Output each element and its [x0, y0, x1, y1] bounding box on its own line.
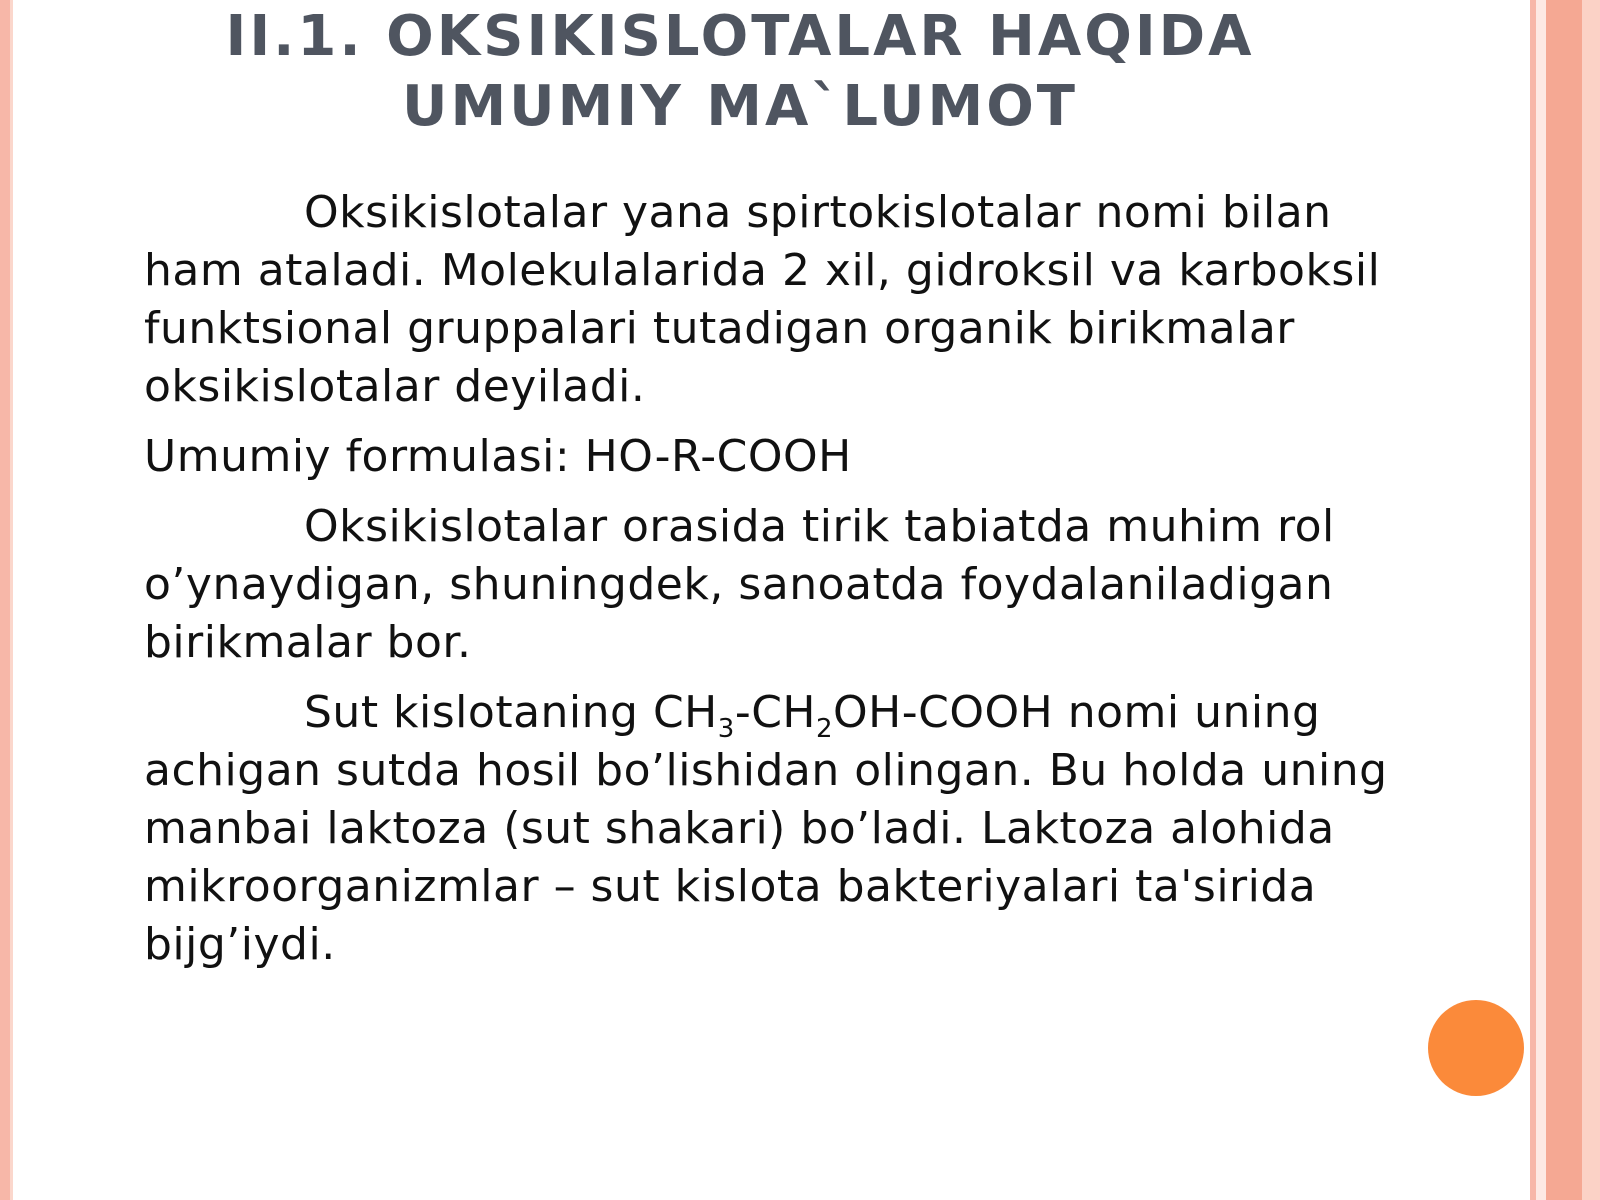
slide-body	[144, 184, 1394, 986]
left-border-inner-stripe	[10, 0, 13, 1200]
paragraph-importance: Oksikislotalar orasida tirik tabiatda muhim rol o’ynaydigan, shuningdek, sanoatda foydalaniladigan birikmalar bor.	[144, 501, 1335, 668]
paragraph-lactic-acid	[144, 684, 1394, 974]
subscript-3: 3	[717, 714, 735, 744]
paragraph-definition: Oksikislotalar yana spirtokislotalar nomi bilan ham ataladi. Molekulalarida 2 xil, gidroksil va karboksil funktsional gruppalari tutadigan organik birikmalar oksikislotalar deyiladi.	[144, 187, 1381, 412]
slide-title	[60, 2, 1420, 142]
lactic-rest-text: OH-COOH nomi uning achigan sutda hosil bo’lishidan olingan. Bu holda uning manbai laktoza (sut shakari) bo’ladi. Laktoza alohida mikroorganizmlar – sut kislota bakteriyalari ta'sirida bijg’iydi.	[144, 687, 1388, 970]
orange-circle-decoration	[1428, 1000, 1524, 1096]
lactic-mid-text: -CH	[734, 687, 816, 738]
lactic-intro-text: Sut kislotaning CH	[304, 687, 718, 738]
subscript-2: 2	[816, 714, 834, 744]
right-border-gap	[1536, 0, 1546, 1200]
left-border-stripe	[0, 0, 10, 1200]
title-line-2: UMUMIY MA`LUMOT	[401, 74, 1079, 139]
right-border-edge-stripe	[1582, 0, 1600, 1200]
title-line-1: II.1. OKSIKISLOTALAR HAQIDA	[225, 4, 1255, 69]
paragraph-formula: Umumiy formulasi: HO-R-COOH	[144, 431, 852, 482]
right-border-wide-stripe	[1546, 0, 1582, 1200]
